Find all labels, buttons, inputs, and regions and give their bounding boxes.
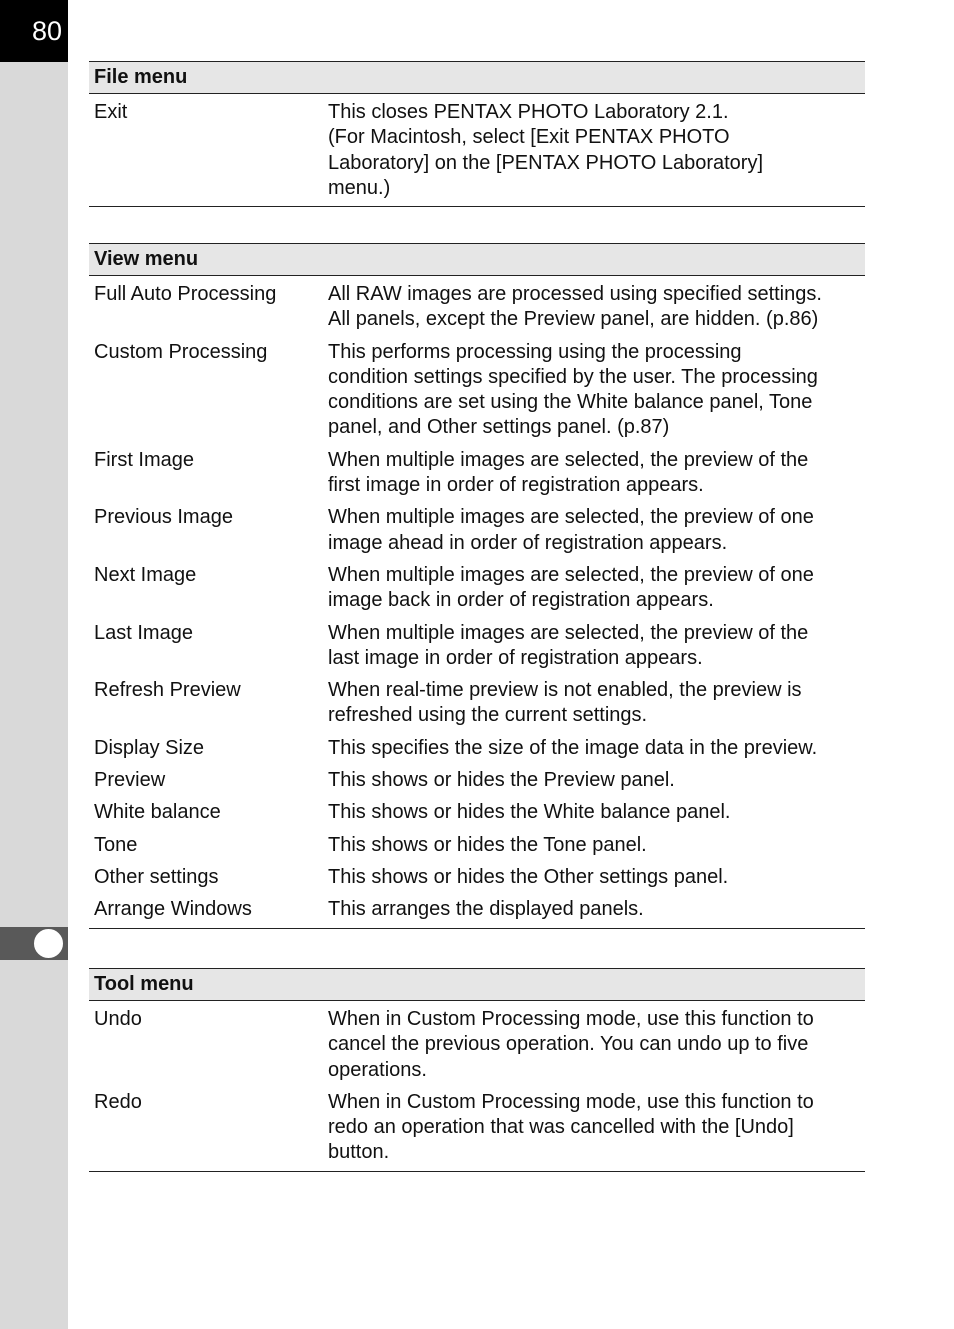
row-description: When multiple images are selected, the preview of one image ahead in order of registration appears. [328, 506, 814, 554]
table-row [89, 282, 865, 333]
table-row [89, 736, 865, 761]
row-description: This specifies the size of the image data in the preview. [328, 736, 818, 759]
row-description: All RAW images are processed using specified settings. All panels, except the Preview panel, are hidden. (p.86) [328, 283, 822, 331]
row-term: First Image [94, 448, 195, 471]
row-term: Custom Processing [94, 340, 268, 363]
row-description: When in Custom Processing mode, use this function to cancel the previous operation. You can undo up to five operations. [328, 1008, 814, 1081]
row-term: Arrange Windows [94, 898, 252, 921]
row-term: Refresh Preview [94, 679, 241, 702]
table-row [89, 768, 865, 793]
row-description: When multiple images are selected, the preview of the first image in order of registration appears. [328, 448, 809, 497]
table-row [89, 678, 865, 729]
row-description: This shows or hides the Other settings panel. [328, 865, 729, 888]
row-description: This shows or hides the White balance panel. [328, 801, 731, 824]
table-row [89, 897, 865, 922]
row-term: Redo [94, 1090, 142, 1113]
file-menu-header: File menu [89, 61, 865, 94]
table-row [89, 1007, 865, 1083]
view-menu-table [89, 243, 865, 929]
row-description: When multiple images are selected, the preview of one image back in order of registration appears. [328, 563, 814, 612]
view-menu-header: View menu [89, 243, 865, 276]
table-row [89, 505, 865, 556]
row-term: Undo [94, 1008, 142, 1030]
file-menu-table [89, 61, 865, 207]
row-term: White balance [94, 801, 221, 824]
table-row [89, 563, 865, 614]
row-term: Next Image [94, 563, 197, 586]
table-row [89, 833, 865, 858]
row-description: When in Custom Processing mode, use this function to redo an operation that was cancelled with the [Undo] button. [328, 1090, 814, 1164]
row-term: Preview [94, 769, 166, 792]
row-description: This arranges the displayed panels. [328, 898, 644, 921]
table-row [89, 800, 865, 825]
table-row [89, 100, 865, 201]
row-description: This performs processing using the processing condition settings specified by the user. The processing conditions are set using the White balance panel, Tone panel, and Other settings panel. (p.87) [328, 340, 818, 439]
table-row [89, 865, 865, 890]
row-description: When multiple images are selected, the preview of the last image in order of registration appears. [328, 621, 809, 669]
row-description: This shows or hides the Preview panel. [328, 769, 675, 792]
file-menu-rows [89, 94, 865, 206]
row-term: Last Image [94, 621, 193, 644]
row-term: Tone [94, 833, 138, 856]
tool-menu-rows [89, 1001, 865, 1171]
row-description: This shows or hides the Tone panel. [328, 833, 647, 856]
tool-menu-table [89, 968, 865, 1172]
chapter-tab-marker [33, 928, 64, 959]
row-term: Exit [94, 101, 128, 123]
row-term: Previous Image [94, 506, 233, 529]
table-row [89, 340, 865, 441]
page-number: 80 [0, 0, 68, 62]
row-term: Full Auto Processing [94, 283, 277, 305]
page-sidebar [0, 0, 68, 1329]
table-row [89, 1090, 865, 1166]
row-description: When real-time preview is not enabled, the preview is refreshed using the current settings. [328, 679, 802, 727]
row-description: This closes PENTAX PHOTO Laboratory 2.1. (For Macintosh, select [Exit PENTAX PHOTO Laboratory] on the [PENTAX PHOTO Laboratory] menu.) [328, 101, 764, 199]
row-term: Display Size [94, 736, 205, 759]
tool-menu-header: Tool menu [89, 968, 865, 1001]
row-term: Other settings [94, 865, 219, 888]
table-row [89, 448, 865, 499]
view-menu-rows [89, 276, 865, 928]
table-row [89, 621, 865, 672]
